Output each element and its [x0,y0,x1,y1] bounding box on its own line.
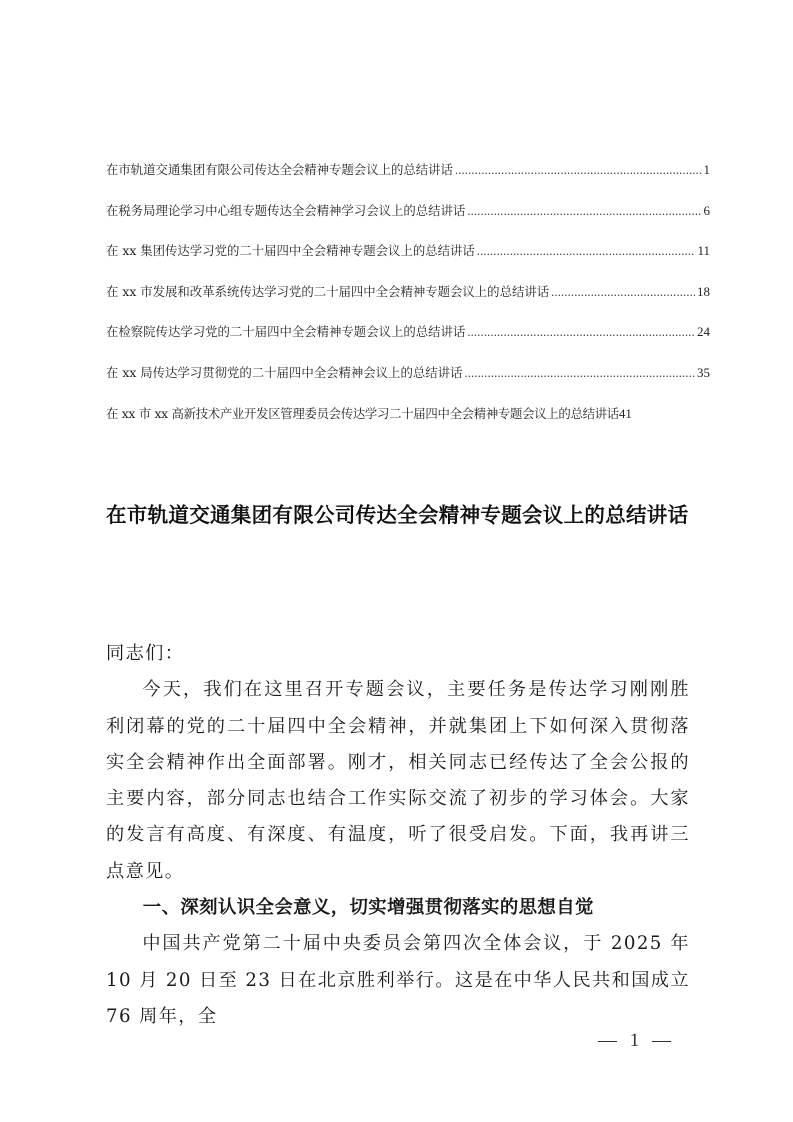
toc-entry[interactable] [106,404,710,445]
toc-entry-title: 在税务局理论学习中心组专题传达全会精神学习会议上的总结讲话 [106,202,466,218]
toc-entry-page: 18 [697,283,710,299]
toc-entry-title: 在 xx 市发展和改革系统传达学习党的二十届四中全会精神专题会议上的总结讲话 [106,283,550,299]
toc-entry-page: 11 [697,243,710,259]
toc-entry-title: 在 xx 市 xx 高新技术产业开发区管理委员会传达学习二十届四中全会精神专题会议上的总结讲话 [106,405,619,421]
page-number: — 1 — [598,1030,675,1051]
toc-leader-dots [467,325,695,340]
toc-leader-dots [455,163,702,178]
toc-leader-dots [467,204,701,219]
toc-entry-title: 在 xx 集团传达学习党的二十届四中全会精神专题会议上的总结讲话 [106,243,475,259]
toc-entry-title: 在 xx 局传达学习贯彻党的二十届四中全会精神会议上的总结讲话 [106,364,463,380]
section-heading: 一、深刻认识全会意义，切实增强贯彻落实的思想自觉 [142,897,594,919]
toc-entry-page: 24 [697,324,710,340]
toc-entry-page: 6 [703,202,710,218]
body-paragraph: 今天，我们在这里召开专题会议，主要任务是传达学习刚刚胜利闭幕的党的二十届四中全会精神，并就集团上下如何深入贯彻落实全会精神作出全面部署。刚才，相关同志已经传达了全会公报的主要内容，部分同志也结合工作实际交流了初步的学习体会。大家的发言有高度、有深度、有温度，听了很受启发。下面，我再讲三点意见。 [106,679,690,882]
toc-entry[interactable] [106,241,710,282]
toc-entry-title: 在市轨道交通集团有限公司传达全会精神专题会议上的总结讲话 [106,162,453,177]
toc-leader-dots [551,285,695,300]
toc-entry-page: 35 [697,364,710,380]
toc-entry[interactable] [106,201,710,242]
article-body [106,636,690,1035]
toc-entry[interactable] [106,282,710,323]
toc-leader-dots [464,366,695,381]
table-of-contents [106,160,710,444]
article-title: 在市轨道交通集团有限公司传达全会精神专题会议上的总结讲话 [106,503,689,527]
salutation: 同志们： [106,643,185,664]
toc-entry[interactable] [106,322,710,363]
body-paragraph: 中国共产党第二十届中央委员会第四次全体会议，于 2025 年 10 月 20 日至 23 日在北京胜利举行。这是在中华人民共和国成立 76 周年，全 [106,933,690,1027]
toc-entry-page: 41 [618,405,632,421]
toc-entry-page: 1 [703,162,710,177]
toc-entry-title: 在检察院传达学习党的二十届四中全会精神专题会议上的总结讲话 [106,324,466,340]
toc-entry[interactable] [106,160,710,201]
toc-entry[interactable] [106,363,710,404]
toc-leader-dots [477,244,696,259]
